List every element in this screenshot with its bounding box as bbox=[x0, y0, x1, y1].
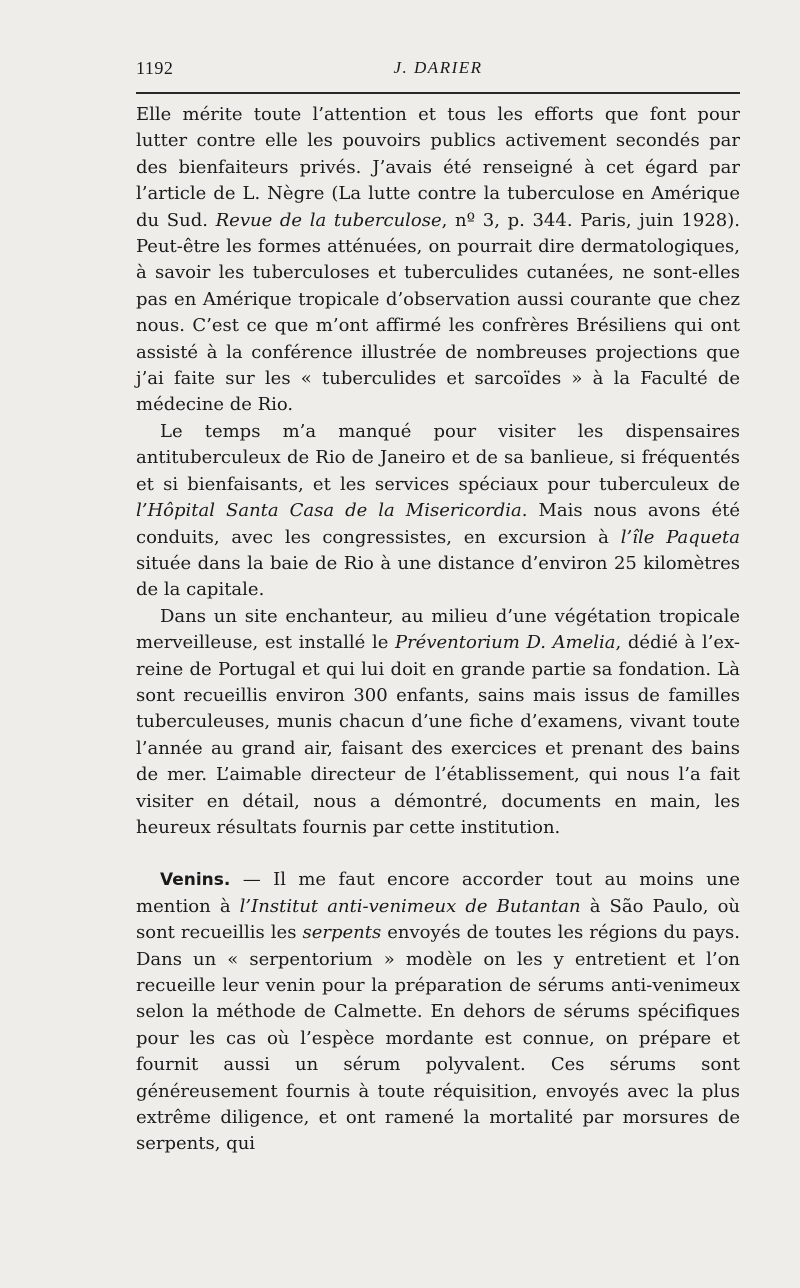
paragraph-tuberculosis-lutte bbox=[136, 102, 740, 419]
section-heading-venins: Venins. bbox=[160, 870, 231, 891]
text-run: située dans la baie de Rio à une distance d’environ 25 kilomètres de la capitale. bbox=[136, 552, 740, 601]
text-run: — Il me faut encore accorder tout au moins une mention à bbox=[136, 869, 740, 917]
text-run: . Mais nous avons été conduits, avec les congressistes, en excursion à bbox=[136, 500, 740, 548]
text-run: Le temps m’a manqué pour visiter les dispensaires antituberculeux de Rio de Janeiro et de sa banlieue, si fréquentés et si bienfaisants, et les services spéciaux pour tuberculeux de bbox=[136, 420, 740, 495]
running-title: J. DARIER bbox=[393, 58, 483, 77]
paragraph-venins bbox=[136, 867, 740, 1157]
italic-institute-name: l’Institut anti-venimeux de Butantan bbox=[239, 895, 581, 917]
text-run: à São Paulo, où sont recueillis les bbox=[136, 895, 740, 944]
italic-institution-name: Préventorium D. Amelia bbox=[394, 632, 616, 654]
text-run: Dans un site enchanteur, au milieu d’une végétation tropicale merveilleuse, est installé le bbox=[136, 605, 740, 654]
text-run: , dédié à l’ex-reine de Portugal et qui lui doit en grande partie sa fondation. Là sont recueillis environ 300 enfants, sains mais issus de familles tuberculeuses, munis chacun d’une fiche d’examens, vivant toute l’année au grand air, faisant des exercices et prenant des bains de mer. L’aimable directeur de l’établissement, qui nous l’a fait visiter en détail, nous a démontré, documents en main, les heureux résultats fournis par cette institution. bbox=[136, 632, 740, 838]
italic-term: serpents bbox=[302, 922, 382, 944]
page-header bbox=[136, 58, 740, 84]
body-text bbox=[136, 102, 740, 1158]
page-number: 1192 bbox=[136, 58, 174, 78]
text-run: Elle mérite toute l’attention et tous les efforts que font pour lutter contre elle les pouvoirs publics activement secondés par des bienfaiteurs privés. J’avais été renseigné à cet égard par l’article de L. Nègre (La lutte contre la tuberculose en Amérique du Sud. bbox=[136, 104, 740, 231]
text-run: , nº 3, p. 344. Paris, juin 1928). Peut-être les formes atténuées, on pourrait dire dermatologiques, à savoir les tuberculoses et tuberculides cutanées, ne sont-elles pas en Amérique tropicale d’observation aussi courante que chez nous. C’est ce que m’ont affirmé les confrères Brésiliens qui ont assisté à la conférence illustrée de nombreuses projections que j’ai faite sur les « tuberculides et sarcoïdes » à la Faculté de médecine de Rio. bbox=[136, 209, 740, 416]
italic-hospital-name: l’Hôpital Santa Casa de la Misericordia bbox=[136, 500, 522, 522]
paragraph-preventorium bbox=[136, 604, 740, 842]
text-run: envoyés de toutes les régions du pays. Dans un « serpentorium » modèle on les y entretient et l’on recueille leur venin pour la préparation de sérums anti-venimeux selon la méthode de Calmette. En dehors de sérums spécifiques pour les cas où l’espèce mordante est connue, on prépare et fournit aussi un sérum polyvalent. Ces sérums sont généreusement fournis à toute réquisition, envoyés avec la plus extrême diligence, et ont ramené la mortalité par morsures de serpents, qui bbox=[136, 922, 741, 1155]
header-rule bbox=[136, 92, 740, 94]
italic-title: Revue de la tuberculose bbox=[215, 209, 442, 231]
italic-place-name: l’île Paqueta bbox=[620, 526, 740, 548]
paragraph-dispensaires bbox=[136, 419, 740, 604]
